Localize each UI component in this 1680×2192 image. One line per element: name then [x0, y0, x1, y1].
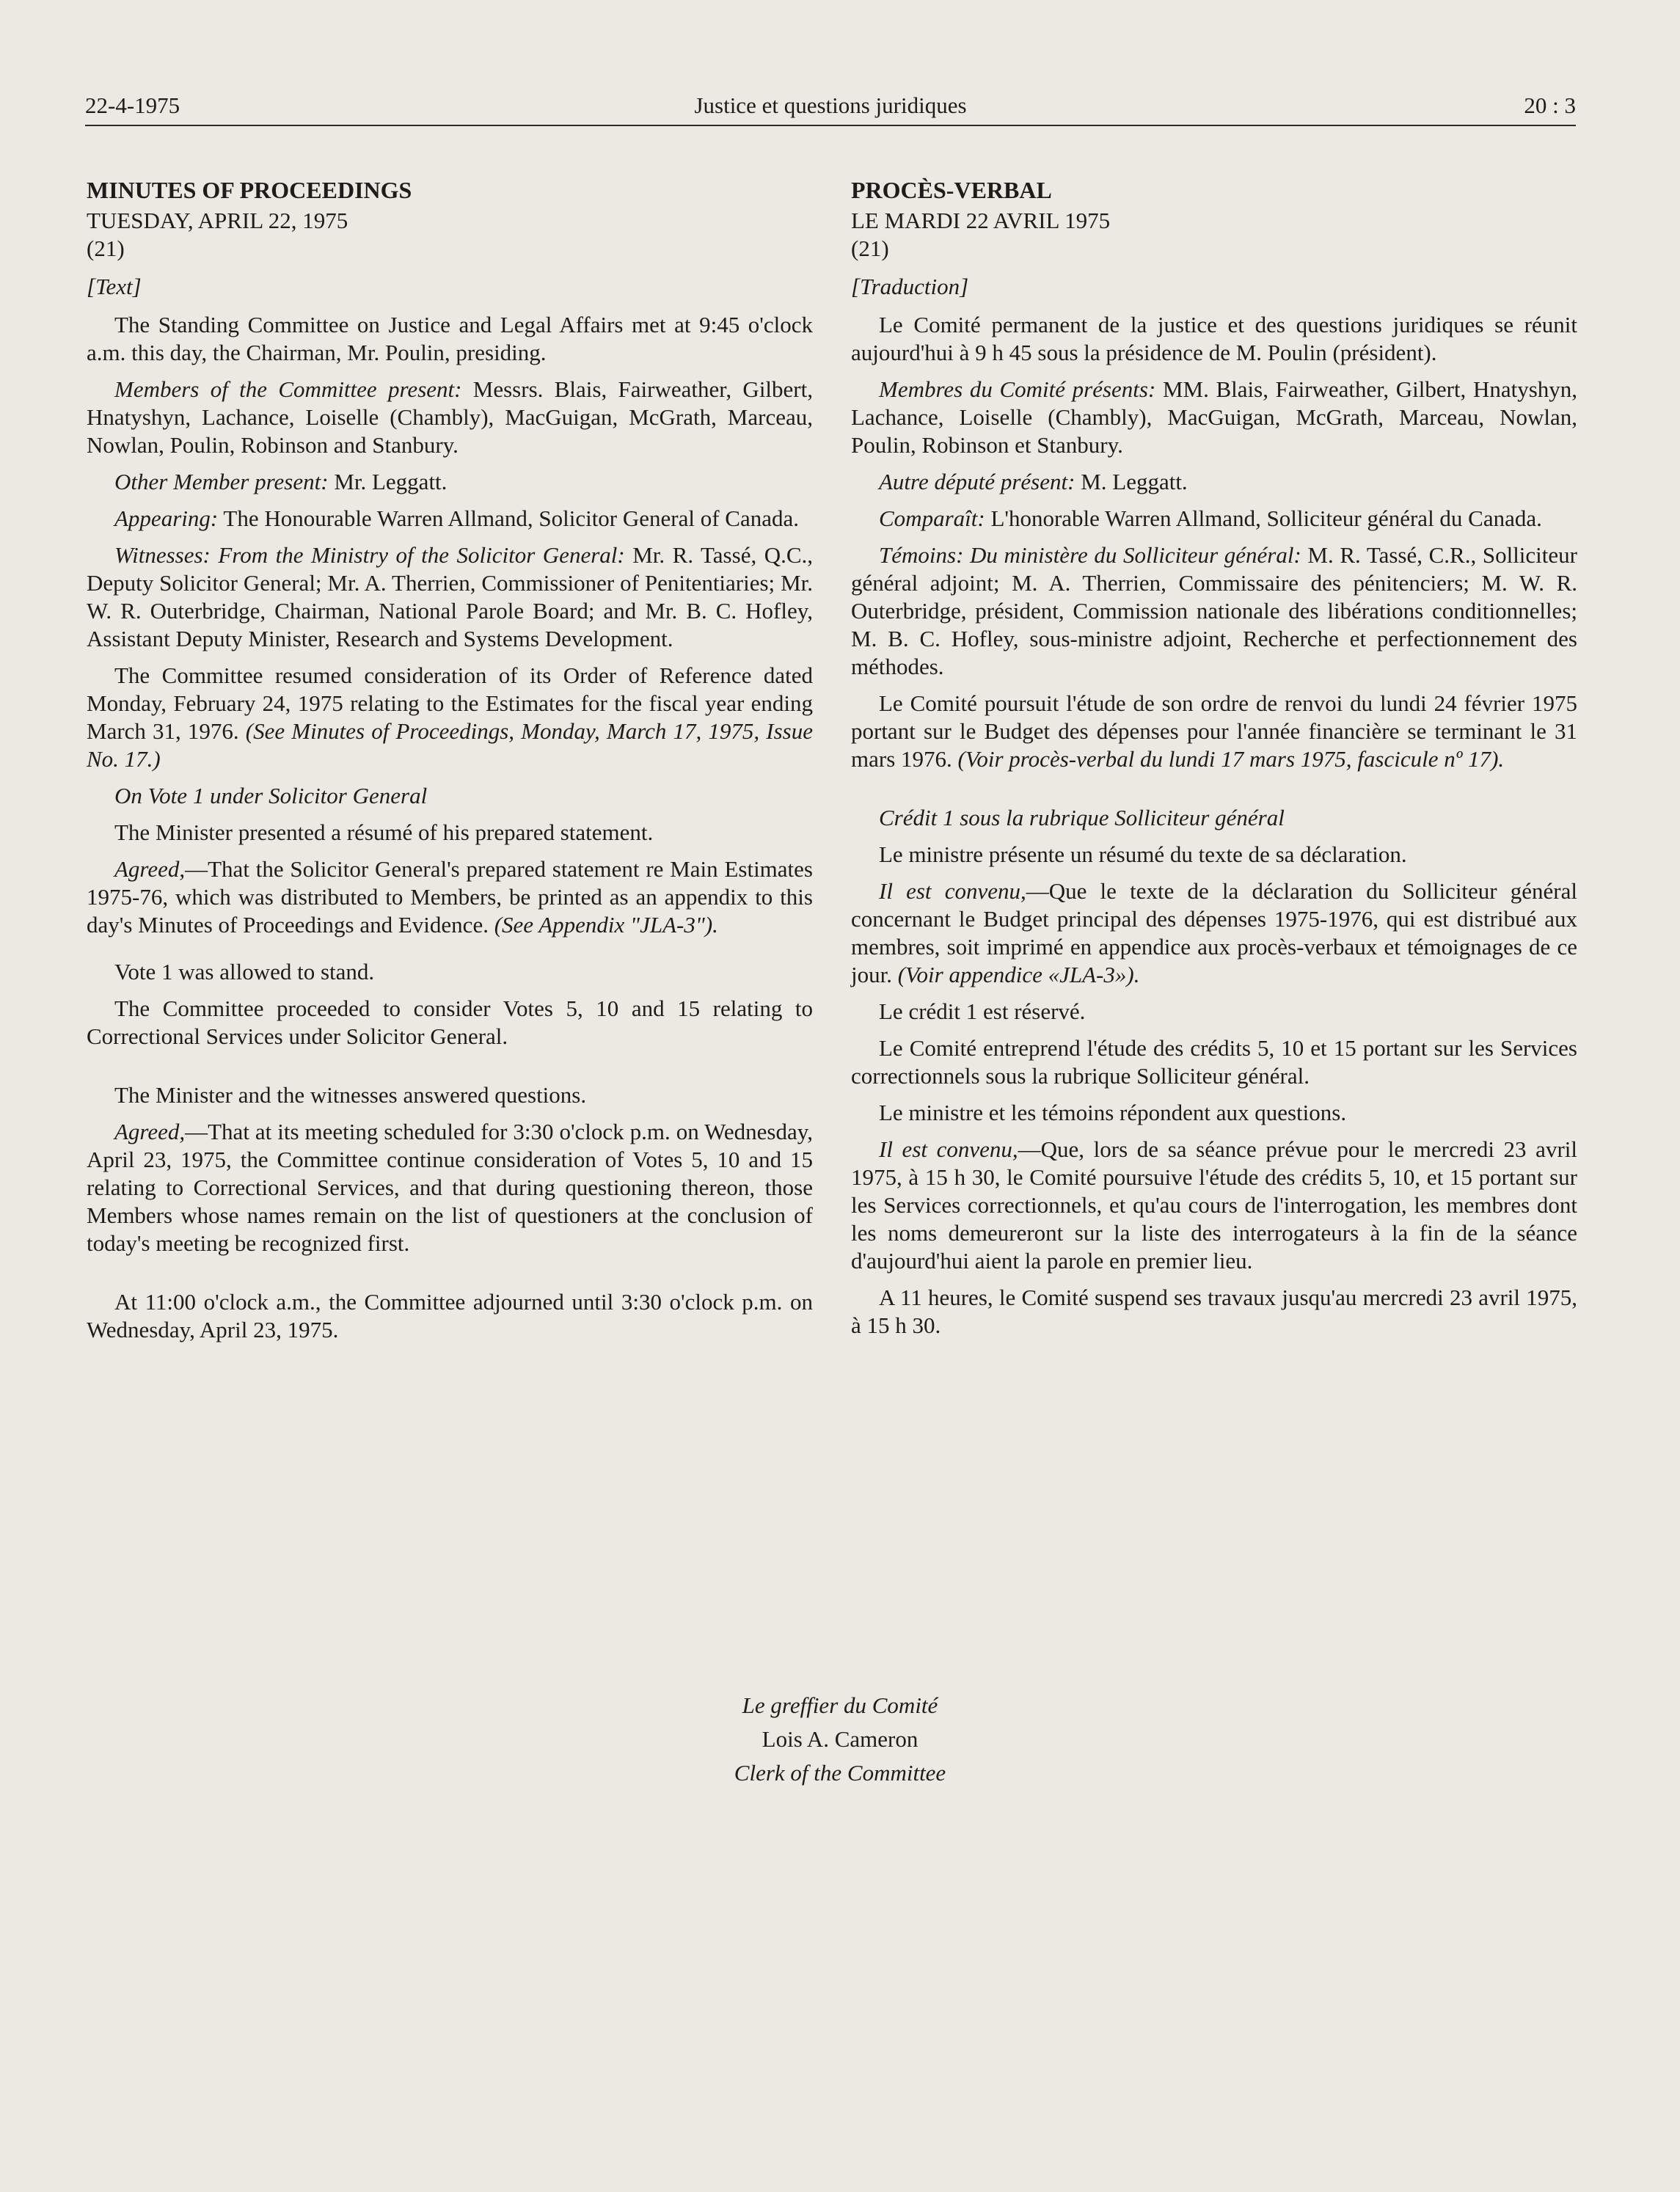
fr-agreed1-label: Il est convenu,	[879, 878, 1026, 904]
en-witnesses-paragraph	[87, 541, 813, 653]
header-title: Justice et questions juridiques	[694, 92, 967, 118]
fr-answered-paragraph: Le ministre et les témoins répondent aux questions.	[879, 1100, 1347, 1125]
en-agreed2-label: Agreed,	[114, 1119, 186, 1144]
signature-name: Lois A. Cameron	[762, 1726, 918, 1752]
en-appearing-text: The Honourable Warren Allmand, Solicitor General of Canada.	[223, 505, 800, 531]
fr-sitting-number: (21)	[851, 235, 889, 261]
fr-other-label: Autre député présent:	[879, 469, 1075, 494]
header-date: 22-4-1975	[85, 92, 180, 118]
en-appearing-paragraph	[87, 505, 813, 533]
en-opening-paragraph: The Standing Committee on Justice and Legal Affairs met at 9:45 o'clock a.m. this day, the Chairman, Mr. Poulin, presiding.	[87, 312, 813, 365]
fr-resumed-text: Le Comité poursuit l'étude de son ordre de renvoi du lundi 24 février 1975 portant sur le Budget des dépenses pour l'année financière se terminant le 31 mars 1976.	[851, 690, 1577, 772]
en-agreed2-text: —That at its meeting scheduled for 3:30 o'clock p.m. on Wednesday, April 23, 1975, the Committee continue consideration of Votes 5, 10 and 15 relating to Correctional Services, and that during questioning thereon, those Members whose names remain on the list of questioners at the conclusion of today's meeting be recognized first.	[87, 1119, 813, 1256]
en-agreed2-paragraph	[87, 1118, 813, 1257]
header-page-number: 20 : 3	[1524, 92, 1576, 118]
fr-witnesses-label: Témoins: Du ministère du Solliciteur général:	[879, 542, 1301, 568]
fr-appearing-label: Comparaît:	[879, 505, 985, 531]
en-text-label: [Text]	[87, 274, 142, 299]
running-header	[85, 89, 1576, 126]
en-agreed1-text: —That the Solicitor General's prepared statement re Main Estimates 1975-76, which was distributed to Members, be printed as an appendix to this day's Minutes of Proceedings and Evidence.	[87, 856, 813, 938]
en-appearing-label: Appearing:	[114, 505, 219, 531]
fr-minister-paragraph: Le ministre présente un résumé du texte de sa déclaration.	[879, 841, 1407, 867]
fr-proceeded-paragraph: Le Comité entreprend l'étude des crédits 5, 10 et 15 portant sur les Services correctionnels sous la rubrique Solliciteur général.	[851, 1035, 1577, 1089]
fr-agreed1-text: —Que le texte de la déclaration du Solliciteur général concernant le Budget principal des dépenses 1975-1976, qui est distribué aux membres, soit imprimé en appendice aux procès-verbaux et témoignages de ce jour.	[851, 878, 1577, 987]
french-column	[851, 176, 1577, 1348]
en-members-text: Messrs. Blais, Fairweather, Gilbert, Hnatyshyn, Lachance, Loiselle (Chambly), MacGuigan, McGrath, Marceau, Nowlan, Poulin, Robinson and Stanbury.	[87, 376, 813, 458]
en-agreed1-paragraph	[87, 855, 813, 939]
en-witnesses-text: Mr. R. Tassé, Q.C., Deputy Solicitor General; Mr. A. Therrien, Commissioner of Penitentiaries; Mr. W. R. Outerbridge, Chairman, National Parole Board; and Mr. B. C. Hofley, Assistant Deputy Minister, Research and Systems Development.	[87, 542, 814, 651]
en-vote1-paragraph: Vote 1 was allowed to stand.	[114, 959, 375, 984]
fr-appearing-text: L'honorable Warren Allmand, Solliciteur général du Canada.	[990, 505, 1542, 531]
en-date-line: TUESDAY, APRIL 22, 1975	[87, 208, 348, 233]
en-members-paragraph	[87, 376, 813, 459]
en-heading: MINUTES OF PROCEEDINGS	[87, 177, 412, 203]
fr-agreed1-paragraph	[851, 877, 1577, 989]
en-resumed-text: The Committee resumed consideration of its Order of Reference dated Monday, February 24, 1975 relating to the Estimates for the fiscal year ending March 31, 1976.	[87, 662, 813, 744]
fr-vote1-heading: Crédit 1 sous la rubrique Solliciteur général	[879, 805, 1285, 830]
en-proceeded-paragraph: The Committee proceeded to consider Votes 5, 10 and 15 relating to Correctional Services under Solicitor General.	[87, 995, 813, 1049]
en-members-label: Members of the Committee present:	[114, 376, 462, 402]
en-agreed1-label: Agreed,	[114, 856, 186, 882]
fr-date-line: LE MARDI 22 AVRIL 1975	[851, 208, 1111, 233]
en-agreed1-ref: (See Appendix "JLA-3").	[494, 912, 718, 938]
fr-agreed1-ref: (Voir appendice «JLA-3»).	[897, 962, 1140, 987]
fr-heading: PROCÈS-VERBAL	[851, 177, 1052, 203]
fr-opening-paragraph: Le Comité permanent de la justice et des questions juridiques se réunit aujourd'hui à 9 h 45 sous la présidence de M. Poulin (président).	[851, 312, 1577, 365]
en-witnesses-label: Witnesses: From the Ministry of the Solicitor General:	[114, 542, 625, 568]
signature-en-title: Clerk of the Committee	[734, 1760, 946, 1786]
english-column	[87, 176, 813, 1353]
fr-text-label: [Traduction]	[851, 274, 969, 299]
en-sitting-number: (21)	[87, 235, 125, 261]
en-adjourned-paragraph: At 11:00 o'clock a.m., the Committee adjourned until 3:30 o'clock p.m. on Wednesday, April 23, 1975.	[87, 1289, 813, 1342]
fr-members-label: Membres du Comité présents:	[879, 376, 1156, 402]
signature-fr-title: Le greffier du Comité	[742, 1692, 938, 1718]
fr-other-member-paragraph	[851, 468, 1577, 496]
fr-agreed2-label: Il est convenu,	[879, 1136, 1018, 1162]
clerk-signature-block	[0, 1689, 1680, 1790]
en-other-text: Mr. Leggatt.	[334, 469, 448, 494]
en-resumed-paragraph	[87, 662, 813, 773]
fr-members-text: MM. Blais, Fairweather, Gilbert, Hnatyshyn, Lachance, Loiselle (Chambly), MacGuigan, McGrath, Marceau, Nowlan, Poulin, Robinson et Stanbury.	[851, 376, 1578, 458]
fr-agreed2-text: —Que, lors de sa séance prévue pour le mercredi 23 avril 1975, à 15 h 30, le Comité poursuive l'étude des crédits 5, 10, et 15 portant sur les Services correctionnels, et qu'au cours de l'interrogation, les membres dont les noms demeureront sur la liste des interrogateurs à la fin de la séance d'aujourd'hui aient la parole en premier lieu.	[851, 1136, 1577, 1274]
fr-adjourned-paragraph: A 11 heures, le Comité suspend ses travaux jusqu'au mercredi 23 avril 1975, à 15 h 30.	[851, 1285, 1577, 1338]
en-resumed-ref: (See Minutes of Proceedings, Monday, March 17, 1975, Issue No. 17.)	[87, 718, 813, 772]
en-vote1-heading: On Vote 1 under Solicitor General	[114, 783, 428, 808]
fr-other-text: M. Leggatt.	[1081, 469, 1188, 494]
fr-members-paragraph	[851, 376, 1577, 459]
en-minister-paragraph: The Minister presented a résumé of his prepared statement.	[114, 819, 654, 845]
fr-vote1-paragraph: Le crédit 1 est réservé.	[879, 998, 1086, 1024]
fr-agreed2-paragraph	[851, 1136, 1577, 1275]
en-other-label: Other Member present:	[114, 469, 329, 494]
fr-witnesses-text: M. R. Tassé, C.R., Solliciteur général adjoint; M. A. Therrien, Commissaire des pénitenciers; M. W. R. Outerbridge, président, Commission nationale des libérations conditionnelles; M. B. C. Hofley, sous-ministre adjoint, Recherche et perfectionnement des méthodes.	[851, 542, 1577, 679]
en-other-member-paragraph	[87, 468, 813, 496]
fr-witnesses-paragraph	[851, 541, 1577, 681]
fr-resumed-ref: (Voir procès-verbal du lundi 17 mars 1975, fascicule nº 17).	[957, 746, 1505, 772]
fr-resumed-paragraph	[851, 690, 1577, 773]
en-answered-paragraph: The Minister and the witnesses answered questions.	[114, 1082, 587, 1108]
fr-appearing-paragraph	[851, 505, 1577, 533]
